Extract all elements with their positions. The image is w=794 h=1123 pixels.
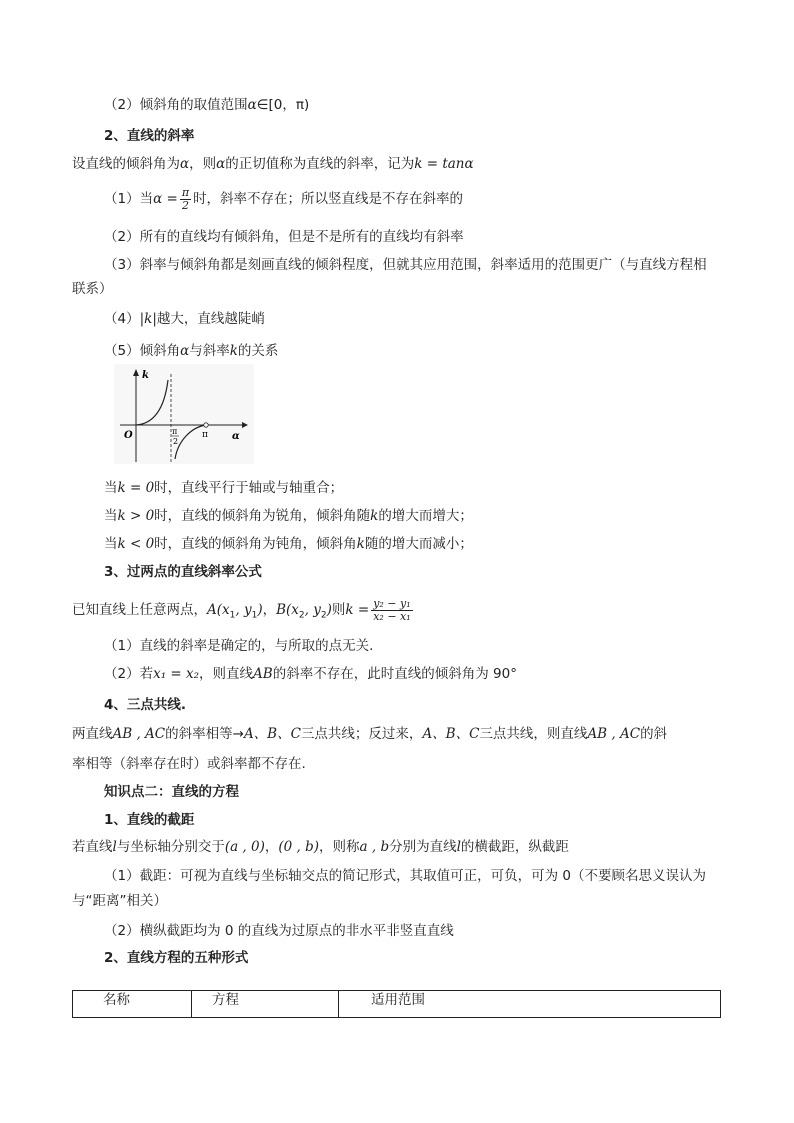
table-header-name: 名称: [73, 991, 192, 1018]
half-pi-fraction: $\frac{\pi}{2}$: [181, 185, 190, 212]
alpha-symbol: α: [247, 97, 257, 113]
section-heading-slope: 2、直线的斜率: [104, 128, 195, 144]
pi-label: π: [202, 430, 208, 440]
section-heading-collinear: 4、三点共线.: [104, 697, 187, 713]
section-heading-two-point: 3、过两点的直线斜率公式: [104, 564, 262, 580]
item-comparison-line1: （3）斜率与倾斜角都是刻画直线的倾斜程度，但就其应用范围，斜率适用的范围更广（与直线方程相: [104, 257, 707, 273]
item-steepness: （4）|k|越大，直线越陡峭: [104, 311, 265, 327]
table-header-row: [73, 991, 721, 1018]
case-k-zero: 当k = 0时，直线平行于轴或与轴重合；: [104, 480, 344, 496]
half-pi-num-label: π: [172, 427, 178, 436]
five-forms-table: [72, 990, 721, 1018]
collinear-line1: 两直线AB , AC的斜率相等→A、B、C三点共线；反过来，A、B、C三点共线，则直线AB , AC的斜: [72, 726, 668, 742]
half-pi-den-label: 2: [173, 437, 179, 446]
item-vertical-no-slope: （1）当α = $\frac{\pi}{2}$ 时，斜率不存在；所以竖直线是不存在斜率的: [104, 185, 464, 212]
x-axis-label: α: [232, 431, 240, 442]
y-axis-label: k: [142, 370, 149, 381]
item-relation-title: （5）倾斜角α与斜率k的关系: [104, 343, 279, 359]
intercept-note-line1: （1）截距：可视为直线与坐标轴交点的简记形式，其取值可正，可负，可为 0（不要顾名思义误认为: [104, 868, 706, 884]
item-all-have-angle: （2）所有的直线均有倾斜角，但是不是所有的直线均有斜率: [104, 229, 464, 245]
section-heading-five-forms: 2、直线方程的五种形式: [104, 950, 249, 966]
two-point-formula: 已知直线上任意两点，$A(x_1$, $y_1$)，$B(x_2$, $y_2$)则k = $\frac{\text{y₂ − y₁}}{\text{x₂ − x₁}}$: [72, 596, 411, 623]
knowledge-point-two: 知识点二：直线的方程: [104, 784, 239, 800]
case-k-positive: 当k > 0时，直线的倾斜角为锐角，倾斜角随k的增大而增大；: [104, 508, 473, 524]
case-k-negative: 当k < 0时，直线的倾斜角为钝角，倾斜角k随的增大而减小；: [104, 536, 473, 552]
intercept-note-line2: 与“距离”相关）: [72, 893, 167, 909]
slope-definition: 设直线的倾斜角为α，则α的正切值称为直线的斜率，记为k = tanα: [72, 156, 474, 172]
intercept-definition: 若直线l与坐标轴分别交于(a , 0)，(0 , b)，则称a , b分别为直线l的横截距，纵截距: [72, 839, 569, 855]
intercept-zero-note: （2）横纵截距均为 0 的直线为过原点的非水平非竖直直线: [104, 923, 454, 939]
table-header-scope: 适用范围: [339, 991, 721, 1018]
alpha-range-line: （2）倾斜角的取值范围α∈[0，π): [104, 97, 310, 113]
tangent-graph: [114, 364, 254, 464]
pi-point: [204, 423, 208, 427]
slope-fraction: $\frac{\text{y₂ − y₁}}{\text{x₂ − x₁}}$: [373, 596, 411, 623]
item-slope-unique: （1）直线的斜率是确定的，与所取的点无关.: [104, 638, 374, 654]
item-vertical-case: （2）若x₁ = x₂，则直线AB的斜率不存在，此时直线的倾斜角为 90°: [104, 666, 517, 682]
table-header-equation: 方程: [192, 991, 339, 1018]
collinear-line2: 率相等（斜率存在时）或斜率都不存在.: [72, 756, 306, 772]
section-heading-intercept: 1、直线的截距: [104, 812, 195, 828]
origin-label: O: [124, 430, 133, 441]
item-comparison-line2: 联系）: [72, 281, 113, 297]
